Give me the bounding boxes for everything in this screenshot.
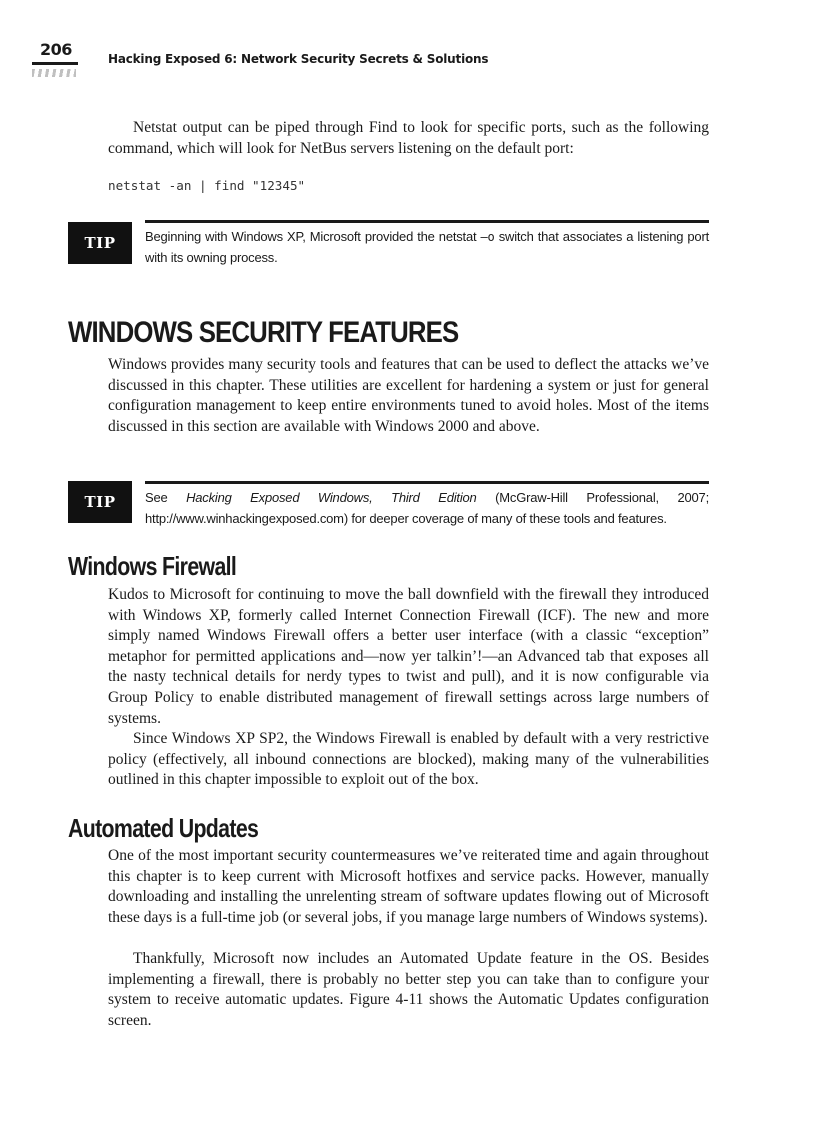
tip-text [145, 227, 709, 268]
firewall-heading: Windows Firewall [68, 551, 237, 581]
tip-badge [68, 481, 132, 523]
tip-text-part: Beginning with Windows XP, Microsoft provided the netstat [145, 229, 481, 244]
tip-option: –o [480, 230, 495, 244]
section-heading: WINDOWS SECURITY FEATURES [68, 316, 459, 349]
tip-label: TIP [84, 234, 116, 252]
tip-label: TIP [84, 493, 116, 511]
tip-text [145, 488, 709, 529]
tip-rule [145, 220, 709, 223]
tip-badge [68, 222, 132, 264]
firewall-paragraph-1: Kudos to Microsoft for continuing to move the ball downfield with the firewall they introduced with Windows XP, formerly called Internet Connection Firewall (ICF). The new and more simply named Windows Firewall offers a better user interface (with a classic “exception” metaphor for permitted applications and—now yer talkin’!—an Advanced tab that exposes all the nasty technical details for nerdy types to twist and pull), and it is now configurable via Group Policy to enable distributed management of firewall settings across large numbers of systems. [108, 586, 709, 727]
page-number: 206 [40, 40, 72, 59]
tip-text-part: See [145, 490, 187, 505]
tip-text-part: switch that associates a listening port with its owning process. [145, 229, 709, 265]
book-title: Hacking Exposed Windows, Third Edition [186, 490, 477, 505]
tip-text-part: (McGraw-Hill Professional, 2007; http://www.winhackingexposed.com) for deeper coverage of many of these tools and features. [145, 490, 709, 526]
tip-rule [145, 481, 709, 484]
running-title: Hacking Exposed 6: Network Security Secrets & Solutions [108, 52, 489, 66]
header-decoration [32, 69, 76, 77]
firewall-paragraph-2: Since Windows XP SP2, the Windows Firewall is enabled by default with a very restrictive policy (effectively, all inbound connections are blocked), making many of the vulnerabilities outlined in this chapter impossible to exploit out of the box. [108, 730, 709, 789]
page-header [32, 38, 732, 78]
page-number-rule [32, 62, 78, 65]
code-sample: netstat -an | find "12345" [108, 178, 306, 193]
updates-paragraph-2: Thankfully, Microsoft now includes an Automated Update feature in the OS. Besides implementing a firewall, there is probably no better step you can take than to configure your system to receive automatic updates. Figure 4-11 shows the Automatic Updates configuration screen. [108, 950, 709, 1029]
updates-heading: Automated Updates [68, 813, 259, 843]
section-paragraph: Windows provides many security tools and features that can be used to deflect the attacks we’ve discussed in this chapter. These utilities are excellent for hardening a system or just for general configuration management to keep entire environments tuned to avoid holes. Most of the items discussed in this section are available with Windows 2000 and above. [108, 356, 709, 435]
updates-paragraph-1: One of the most important security countermeasures we’ve reiterated time and again throughout this chapter is to keep current with Microsoft hotfixes and service packs. However, manually downloading and installing the unrelenting stream of software updates flowing out of Microsoft these days is a full-time job (or several jobs, if you manage large numbers of Windows systems). [108, 847, 709, 926]
intro-paragraph: Netstat output can be piped through Find to look for specific ports, such as the following command, which will look for NetBus servers listening on the default port: [108, 119, 709, 157]
